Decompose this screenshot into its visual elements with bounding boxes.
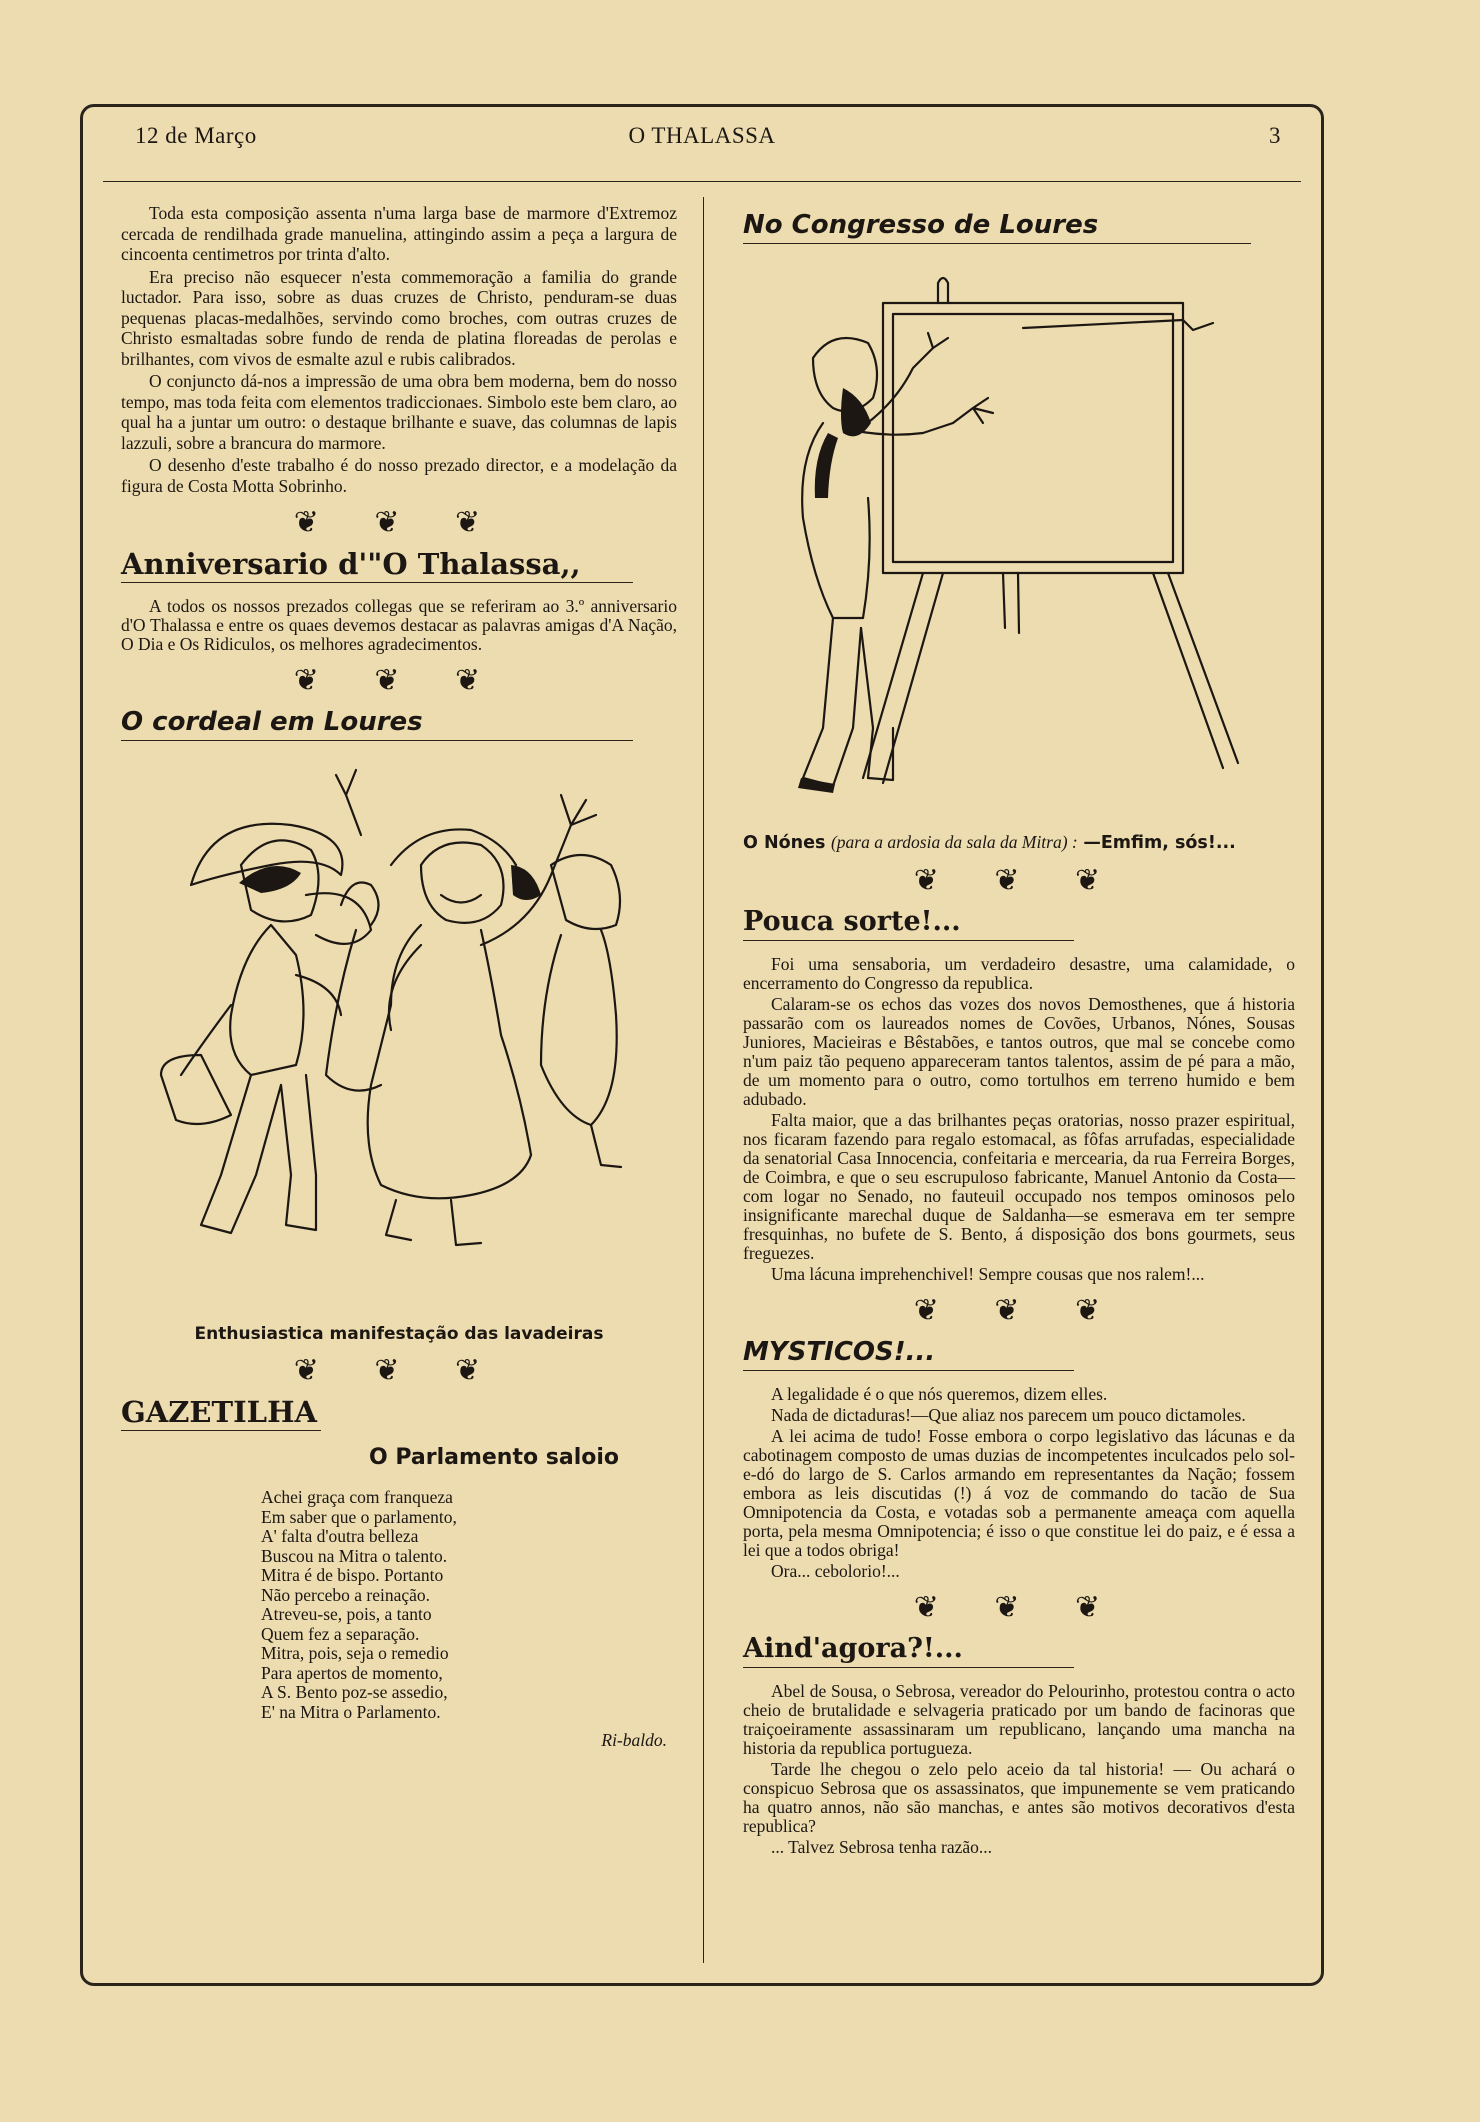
paragraph: ... Talvez Sebrosa tenha razão... bbox=[771, 1837, 992, 1857]
header-title: O THALASSA bbox=[628, 123, 776, 148]
left-column bbox=[121, 203, 677, 1751]
right-column bbox=[743, 203, 1295, 1859]
paragraph: O desenho d'este trabalho é do nosso prezado director, e a modelação da figura de Costa Motta Sobrinho. bbox=[121, 455, 677, 496]
cordeal-title: O cordeal em Loures bbox=[121, 707, 423, 737]
poem-line: Atreveu-se, pois, a tanto bbox=[261, 1604, 432, 1624]
fleuron-ornament: ❦ ❦ ❦ bbox=[913, 864, 1125, 897]
intro-article bbox=[121, 203, 677, 496]
paragraph: Toda esta composição assenta n'uma larga base de marmore d'Extremoz cercada de rendilhada grade manuelina, attingindo assim a peça a largura de cincoenta centimetros por trinta d'alto. bbox=[121, 203, 677, 264]
section-rule bbox=[121, 1430, 321, 1431]
paragraph: Calaram-se os echos das vozes dos novos Demosthenes, que á historia passarão com os laureados nomes de Covões, Urbanos, Nónes, Sousas Juniores, Macieiras e Bêstabões, e tantos outros, que mal se concebe como n'um paiz tão pequeno appareceram tantos talentos, assim de pé para a mão, de um momento para o outro, como tortulhos em terreno humido e bem adubado. bbox=[743, 994, 1295, 1109]
aindagora-article bbox=[743, 1682, 1295, 1857]
cordeal-caption: Enthusiastica manifestação das lavadeiras bbox=[194, 1324, 604, 1344]
anniversary-title: Anniversario d'"O Thalassa,, bbox=[121, 547, 581, 581]
poem bbox=[261, 1488, 677, 1722]
caption-speaker: O Nónes bbox=[743, 833, 826, 853]
section-rule bbox=[743, 1370, 1074, 1371]
poem-line: Mitra, pois, seja o remedio bbox=[261, 1643, 449, 1663]
caption-direction: (para a ardosia da sala da Mitra) : bbox=[830, 832, 1078, 852]
poem-line: Em saber que o parlamento, bbox=[261, 1506, 457, 1527]
paragraph: Nada de dictaduras!—Que aliaz nos parecem um pouco dictamoles. bbox=[771, 1405, 1246, 1425]
section-rule bbox=[743, 940, 1074, 941]
poem-line: A S. Bento poz-se assedio, bbox=[261, 1682, 448, 1702]
poem-line: Buscou na Mitra o talento. bbox=[261, 1545, 448, 1566]
poem-title: O Parlamento saloio bbox=[368, 1445, 620, 1470]
poem-line: Não percebo a reinação. bbox=[261, 1584, 431, 1605]
paragraph: Uma lácuna imprehenchivel! Sempre cousas que nos ralem!... bbox=[771, 1264, 1205, 1284]
blackboard-illustration bbox=[743, 258, 1295, 818]
congresso-caption bbox=[743, 831, 1295, 854]
paragraph: O conjuncto dá-nos a impressão de uma obra bem moderna, bem do nosso tempo, mas toda feita com elementos tradiccionaes. Simbolo este bem claro, ao qual ha a juntar um outro: o destaque brilhante e suave, das columnas de lapis lazzuli, sobre a brancura do marmore. bbox=[121, 371, 677, 453]
section-rule bbox=[743, 1667, 1074, 1668]
poem-line: E' na Mitra o Parlamento. bbox=[261, 1701, 441, 1722]
cartoon-washerwomen bbox=[121, 755, 677, 1320]
congresso-title: No Congresso de Loures bbox=[743, 210, 1099, 240]
section-rule bbox=[121, 740, 633, 741]
paragraph: A lei acima de tudo! Fosse embora o corpo legislativo das lácunas e da cabotinagem composto de umas duzias de incompetentes inculcados pelo sol-e-dó do largo de S. Carlos armando em representantes da Nação; fossem embora as leis discutidas (!) á voz de commando do tacão de Sua Omnipotencia da Costa, e votadas sob a permanente ameaça com aquella porta, pela mesma Omnipotencia; é isso o que constitue lei do paiz, e é essa a lei que a todos obriga! bbox=[743, 1426, 1295, 1560]
paragraph: Falta maior, que a das brilhantes peças oratorias, nosso prazer espiritual, nos ficaram fazendo para regalo estomacal, as fôfas arrufadas, especialidade da senatorial Casa Innocencia, confeitaria e mercearia, da rua Ferreira Borges, de Coimbra, e que o seu escrupuloso fabricante, Manuel Antonio da Costa—com logar no Senado, no fauteuil occupado nos tempos ominosos pelo insignificante marechal duque de Saldanha—se esmerava em ter sempre fresquinhas, no bufete de S. Bento, á disposição dos bons gourmets, seus freguezes. bbox=[743, 1110, 1295, 1263]
mysticos-article bbox=[743, 1385, 1295, 1581]
paragraph: Abel de Sousa, o Sebrosa, vereador do Pelourinho, protestou contra o acto cheio de brutalidade e selvageria praticado por um bando de facinoras que traiçoeiramente assassinaram um republicano, lançando uma mancha na historia da republica portugueza. bbox=[743, 1681, 1295, 1758]
pouca-sorte-article bbox=[743, 955, 1295, 1284]
newspaper-page bbox=[80, 104, 1324, 1986]
poem-line: A' falta d'outra belleza bbox=[261, 1526, 419, 1546]
header-date: 12 de Março bbox=[135, 123, 257, 148]
gazetilha-title: GAZETILHA bbox=[121, 1395, 317, 1429]
fleuron-ornament: ❦ ❦ ❦ bbox=[913, 1294, 1125, 1327]
paragraph: Era preciso não esquecer n'esta commemoração a familia do grande luctador. Para isso, sobre as duas cruzes de Christo, penduram-se duas pequenas placas-medalhões, servindo como broches, com outras cruzes de Christo esmaltadas sobre fundo de renda de platina floreadas de perolas e brilhantes, com vivos de esmalte azul e rubis calibrados. bbox=[121, 266, 677, 369]
page-number: 3 bbox=[1269, 123, 1281, 148]
header-rule bbox=[103, 181, 1301, 182]
paragraph: Foi uma sensaboria, um verdadeiro desastre, uma calamidade, o encerramento do Congresso da republica. bbox=[743, 954, 1295, 993]
fleuron-ornament: ❦ ❦ ❦ bbox=[293, 506, 505, 539]
page-header bbox=[83, 123, 1321, 163]
poem-line: Quem fez a separação. bbox=[261, 1623, 420, 1644]
poem-line: Achei graça com franqueza bbox=[261, 1487, 453, 1507]
paragraph: Tarde lhe chegou o zelo pelo aceio da tal historia! — Ou achará o conspicuo Sebrosa que os assassinatos, que impunemente se vem praticando ha quatro annos, não são manchas, e antes são motivos decorativos d'esta republica? bbox=[743, 1759, 1295, 1836]
poem-signature: Ri-baldo. bbox=[601, 1730, 667, 1750]
paragraph: A legalidade é o que nós queremos, dizem elles. bbox=[771, 1384, 1108, 1404]
column-divider bbox=[703, 197, 704, 1963]
pouca-sorte-title: Pouca sorte!... bbox=[743, 906, 961, 937]
poem-line: Para apertos de momento, bbox=[261, 1662, 443, 1683]
fleuron-ornament: ❦ ❦ ❦ bbox=[293, 1354, 505, 1387]
section-rule bbox=[121, 582, 633, 583]
washerwomen-illustration bbox=[121, 755, 677, 1315]
aindagora-title: Aind'agora?!... bbox=[743, 1633, 963, 1664]
cartoon-blackboard bbox=[743, 258, 1295, 823]
paragraph: Ora... cebolorio!... bbox=[771, 1561, 900, 1581]
poem-line: Mitra é de bispo. Portanto bbox=[261, 1565, 444, 1585]
fleuron-ornament: ❦ ❦ ❦ bbox=[293, 664, 505, 697]
section-rule bbox=[743, 243, 1251, 244]
fleuron-ornament: ❦ ❦ ❦ bbox=[913, 1591, 1125, 1624]
anniversary-text: A todos os nossos prezados collegas que se referiram ao 3.º anniversario d'O Thalassa e entre os quaes devemos destacar as palavras amigas d'A Nação, O Dia e Os Ridiculos, os melhores agradecimentos. bbox=[121, 596, 677, 654]
caption-speech: —Emfim, sós!... bbox=[1083, 833, 1236, 853]
mysticos-title: MYSTICOS!... bbox=[743, 1337, 936, 1367]
